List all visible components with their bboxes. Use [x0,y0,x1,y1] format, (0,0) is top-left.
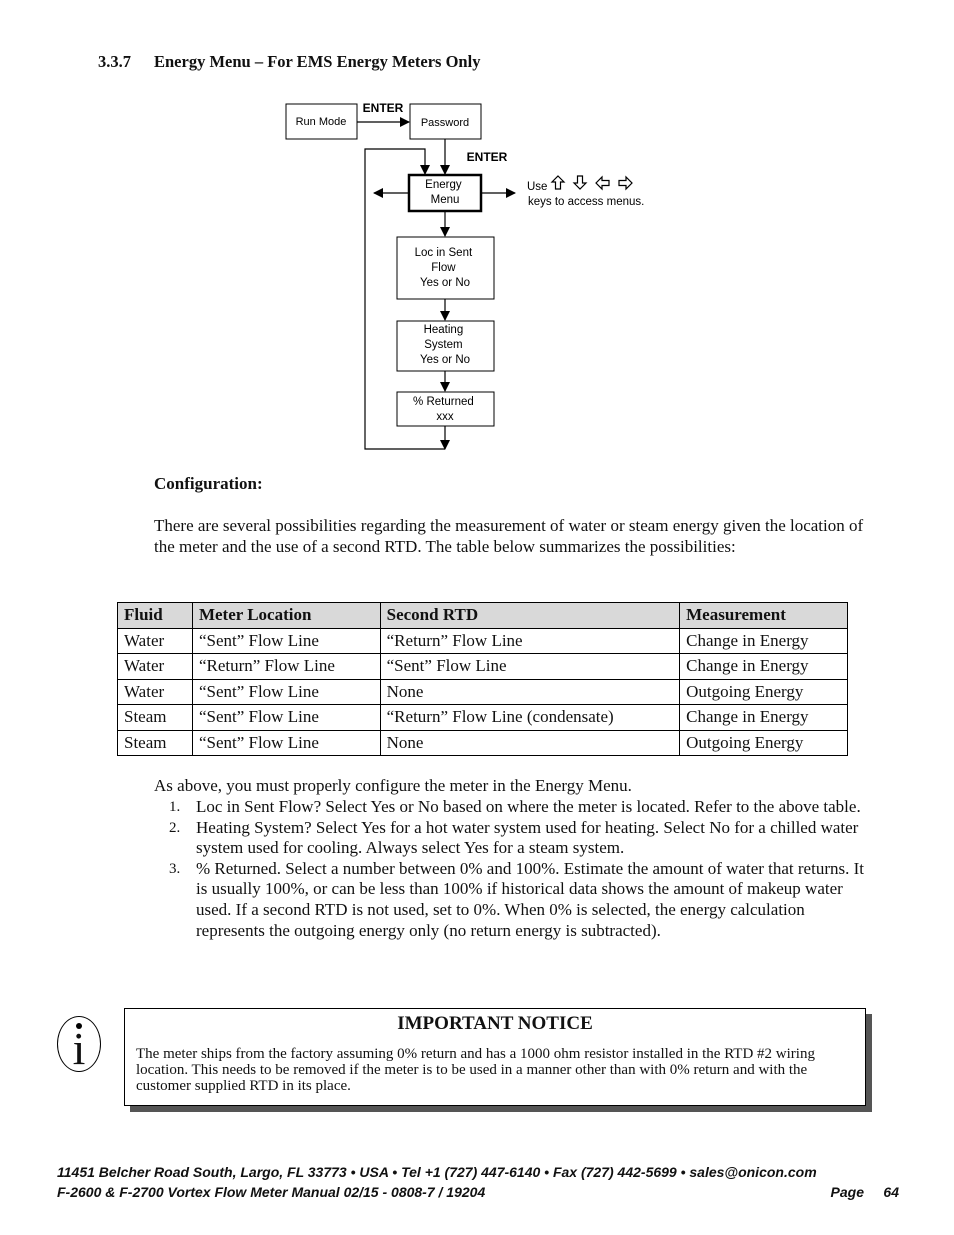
cell-meter-location: “Sent” Flow Line [192,679,380,705]
cell-meter-location: “Sent” Flow Line [192,705,380,731]
up-arrow-key-icon [552,176,564,189]
info-icon [57,1016,101,1072]
header-measurement: Measurement [680,603,848,629]
returned-line-2: xxx [436,411,454,423]
energy-measurement-table [117,602,848,756]
configure-paragraph: As above, you must properly configure the meter in the Energy Menu. [154,776,632,795]
cell-fluid: Water [118,628,193,654]
left-arrow-key-icon [596,177,609,189]
footer-manual-line [57,1184,899,1200]
list-item [154,797,864,818]
cell-measurement: Outgoing Energy [680,730,848,756]
table-header-row [118,603,848,629]
section-title [98,52,480,72]
table-row [118,679,848,705]
right-arrow-key-icon [619,177,632,189]
section-number: 3.3.7 [98,52,131,71]
step-text: Heating System? Select Yes for a hot water system used for heating. Select No for a chilled water system used for cooling. Always select Yes for a steam system. [196,817,859,858]
table-row [118,654,848,680]
cell-second-rtd: “Return” Flow Line [380,628,679,654]
energy-menu-flow-diagram [270,95,690,455]
use-keys-label: Use [527,181,548,193]
step-number: 2. [169,819,181,836]
list-item [154,859,864,941]
table-row [118,730,848,756]
cell-fluid: Water [118,654,193,680]
enter-label-2: ENTER [466,150,508,164]
heating-line-1: Heating [423,324,464,336]
heating-line-3: Yes or No [419,354,471,366]
run-mode-label: Run Mode [295,116,347,128]
header-meter-location: Meter Location [192,603,380,629]
configuration-steps [154,797,864,941]
svg-text:Heating System Yes or [420,324,470,366]
cell-measurement: Change in Energy [680,705,848,731]
cell-second-rtd: None [380,730,679,756]
cell-fluid: Water [118,679,193,705]
cell-measurement: Outgoing Energy [680,679,848,705]
important-notice-box [124,1008,866,1106]
info-icon-glyph: i [72,1023,86,1074]
header-fluid: Fluid [118,603,193,629]
password-label: Password [420,117,470,129]
configuration-heading: Configuration: [154,474,263,493]
cell-second-rtd: “Return” Flow Line (condensate) [380,705,679,731]
step-number: 3. [169,860,181,877]
cell-meter-location: “Sent” Flow Line [192,730,380,756]
loc-line-1: Loc in Sent [414,247,473,259]
loc-line-3: Yes or No [419,277,471,289]
cell-meter-location: “Return” Flow Line [192,654,380,680]
step-number: 1. [169,799,181,815]
step-text: % Returned. Select a number between 0% and 100%. Estimate the amount of water that returns. It is usually 100%, or can be less than 100% if historical data shows the amount of makeup water used. If a second RTD is not used, set to 0%. When 0% is selected, the energy calculation represents the outgoing energy only (no return energy is subtracted). [196,858,864,940]
cell-measurement: Change in Energy [680,628,848,654]
notice-body: The meter ships from the factory assuming 0% return and has a 1000 ohm resistor installed in the RTD #2 wiring location. This needs to be removed if the meter is to be used in a manner other than with 0% return and with the customer supplied RTD in its place. [136,1046,815,1095]
cell-measurement: Change in Energy [680,654,848,680]
cell-second-rtd: None [380,679,679,705]
energy-menu-line-1: Energy [425,179,462,191]
heating-line-2: System [424,339,463,351]
cell-fluid: Steam [118,705,193,731]
table-row [118,628,848,654]
cell-second-rtd: “Sent” Flow Line [380,654,679,680]
loc-line-2: Flow [431,262,456,274]
footer-manual-title: F-2600 & F-2700 Vortex Flow Meter Manual 02/15 - 0808-7 / 19204 [57,1184,486,1200]
step-text: Loc in Sent Flow? Select Yes or No based on where the meter is located. Refer to the above table. [196,797,861,816]
down-arrow-key-icon [574,176,586,189]
table-row [118,705,848,731]
energy-menu-line-2: Menu [430,194,460,206]
list-item [154,818,864,859]
cell-meter-location: “Sent” Flow Line [192,628,380,654]
returned-line-1: % Returned [413,396,474,408]
footer-address: 11451 Belcher Road South, Largo, FL 33773 • USA • Tel +1 (727) 447-6140 • Fax (727) 442-5699 • sales@onicon.com [57,1164,817,1180]
footer-page-number: Page 64 [830,1184,899,1200]
section-title-text: Energy Menu – For EMS Energy Meters Only [154,52,481,71]
keys-to-access-label: keys to access menus. [528,196,645,208]
header-second-rtd: Second RTD [380,603,679,629]
notice-title: IMPORTANT NOTICE [397,1013,593,1034]
cell-fluid: Steam [118,730,193,756]
enter-label-1: ENTER [362,101,404,115]
intro-paragraph: There are several possibilities regarding the measurement of water or steam energy given the location of the meter and the use of a second RTD. The table below summarizes the possibilities: [154,516,864,556]
